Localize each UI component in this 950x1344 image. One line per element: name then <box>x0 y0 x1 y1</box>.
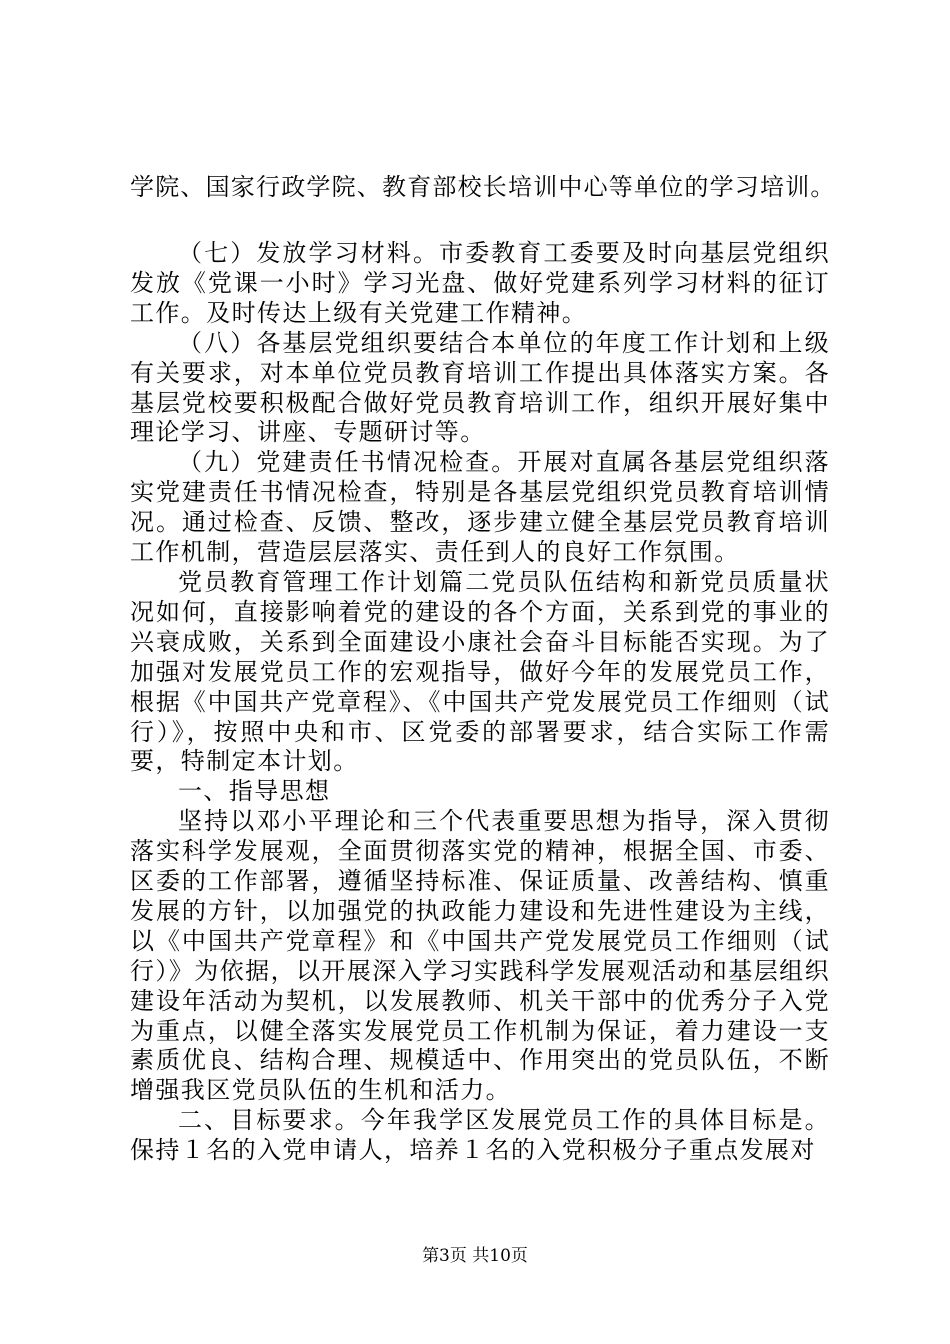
paragraph-goals: 二、目标要求。今年我学区发展党员工作的具体目标是。保持１名的入党申请人，培养１名的入党积极分子重点发展对 <box>130 1106 830 1165</box>
continued-text-line: 学院、国家行政学院、教育部校长培训中心等单位的学习培训。 <box>130 173 836 201</box>
paragraph-guiding-thought: 坚持以邓小平理论和三个代表重要思想为指导，深入贯彻落实科学发展观，全面贯彻落实党的精神，根据全国、市委、区委的工作部署，遵循坚持标准、保证质量、改善结构、慎重发展的方针，以加强党的执政能力建设和先进性建设为主线，以《中国共产党章程》和《中国共产党发展党员工作细则（试行）》为依据，以开展深入学习实践科学发展观活动和基层组织建设年活动为契机，以发展教师、机关干部中的优秀分子入党为重点，以健全落实发展党员工作机制为保证，着力建设一支素质优良、结构合理、规模适中、作用突出的党员队伍，不断增强我区党员队伍的生机和活力。 <box>130 807 830 1105</box>
paragraph-item-8: （八）各基层党组织要结合本单位的年度工作计划和上级有关要求，对本单位党员教育培训工作提出具体落实方案。各基层党校要积极配合做好党员教育培训工作，组织开展好集中理论学习、讲座、专题研讨等。 <box>130 328 830 447</box>
paragraph-item-7: （七）发放学习材料。市委教育工委要及时向基层党组织发放《党课一小时》学习光盘、做好党建系列学习材料的征订工作。及时传达上级有关党建工作精神。 <box>130 239 830 327</box>
paragraph-plan-intro: 党员教育管理工作计划篇二党员队伍结构和新党员质量状况如何，直接影响着党的建设的各个方面，关系到党的事业的兴衰成败，关系到全面建设小康社会奋斗目标能否实现。为了加强对发展党员工作的宏观指导，做好今年的发展党员工作，根据《中国共产党章程》、《中国共产党发展党员工作细则（试行）》，按照中央和市、区党委的部署要求，结合实际工作需要，特制定本计划。 <box>130 567 830 776</box>
page-footer <box>0 1244 950 1268</box>
section-heading-guiding-thought: 一、指导思想 <box>178 777 331 806</box>
paragraph-item-9: （九）党建责任书情况检查。开展对直属各基层党组织落实党建责任书情况检查，特别是各基层党组织党员教育培训情况。通过检查、反馈、整改，逐步建立健全基层党员教育培训工作机制，营造层层落实、责任到人的良好工作氛围。 <box>130 448 830 567</box>
document-body <box>130 239 830 1166</box>
page-number: 第3页 共10页 <box>422 1246 528 1266</box>
